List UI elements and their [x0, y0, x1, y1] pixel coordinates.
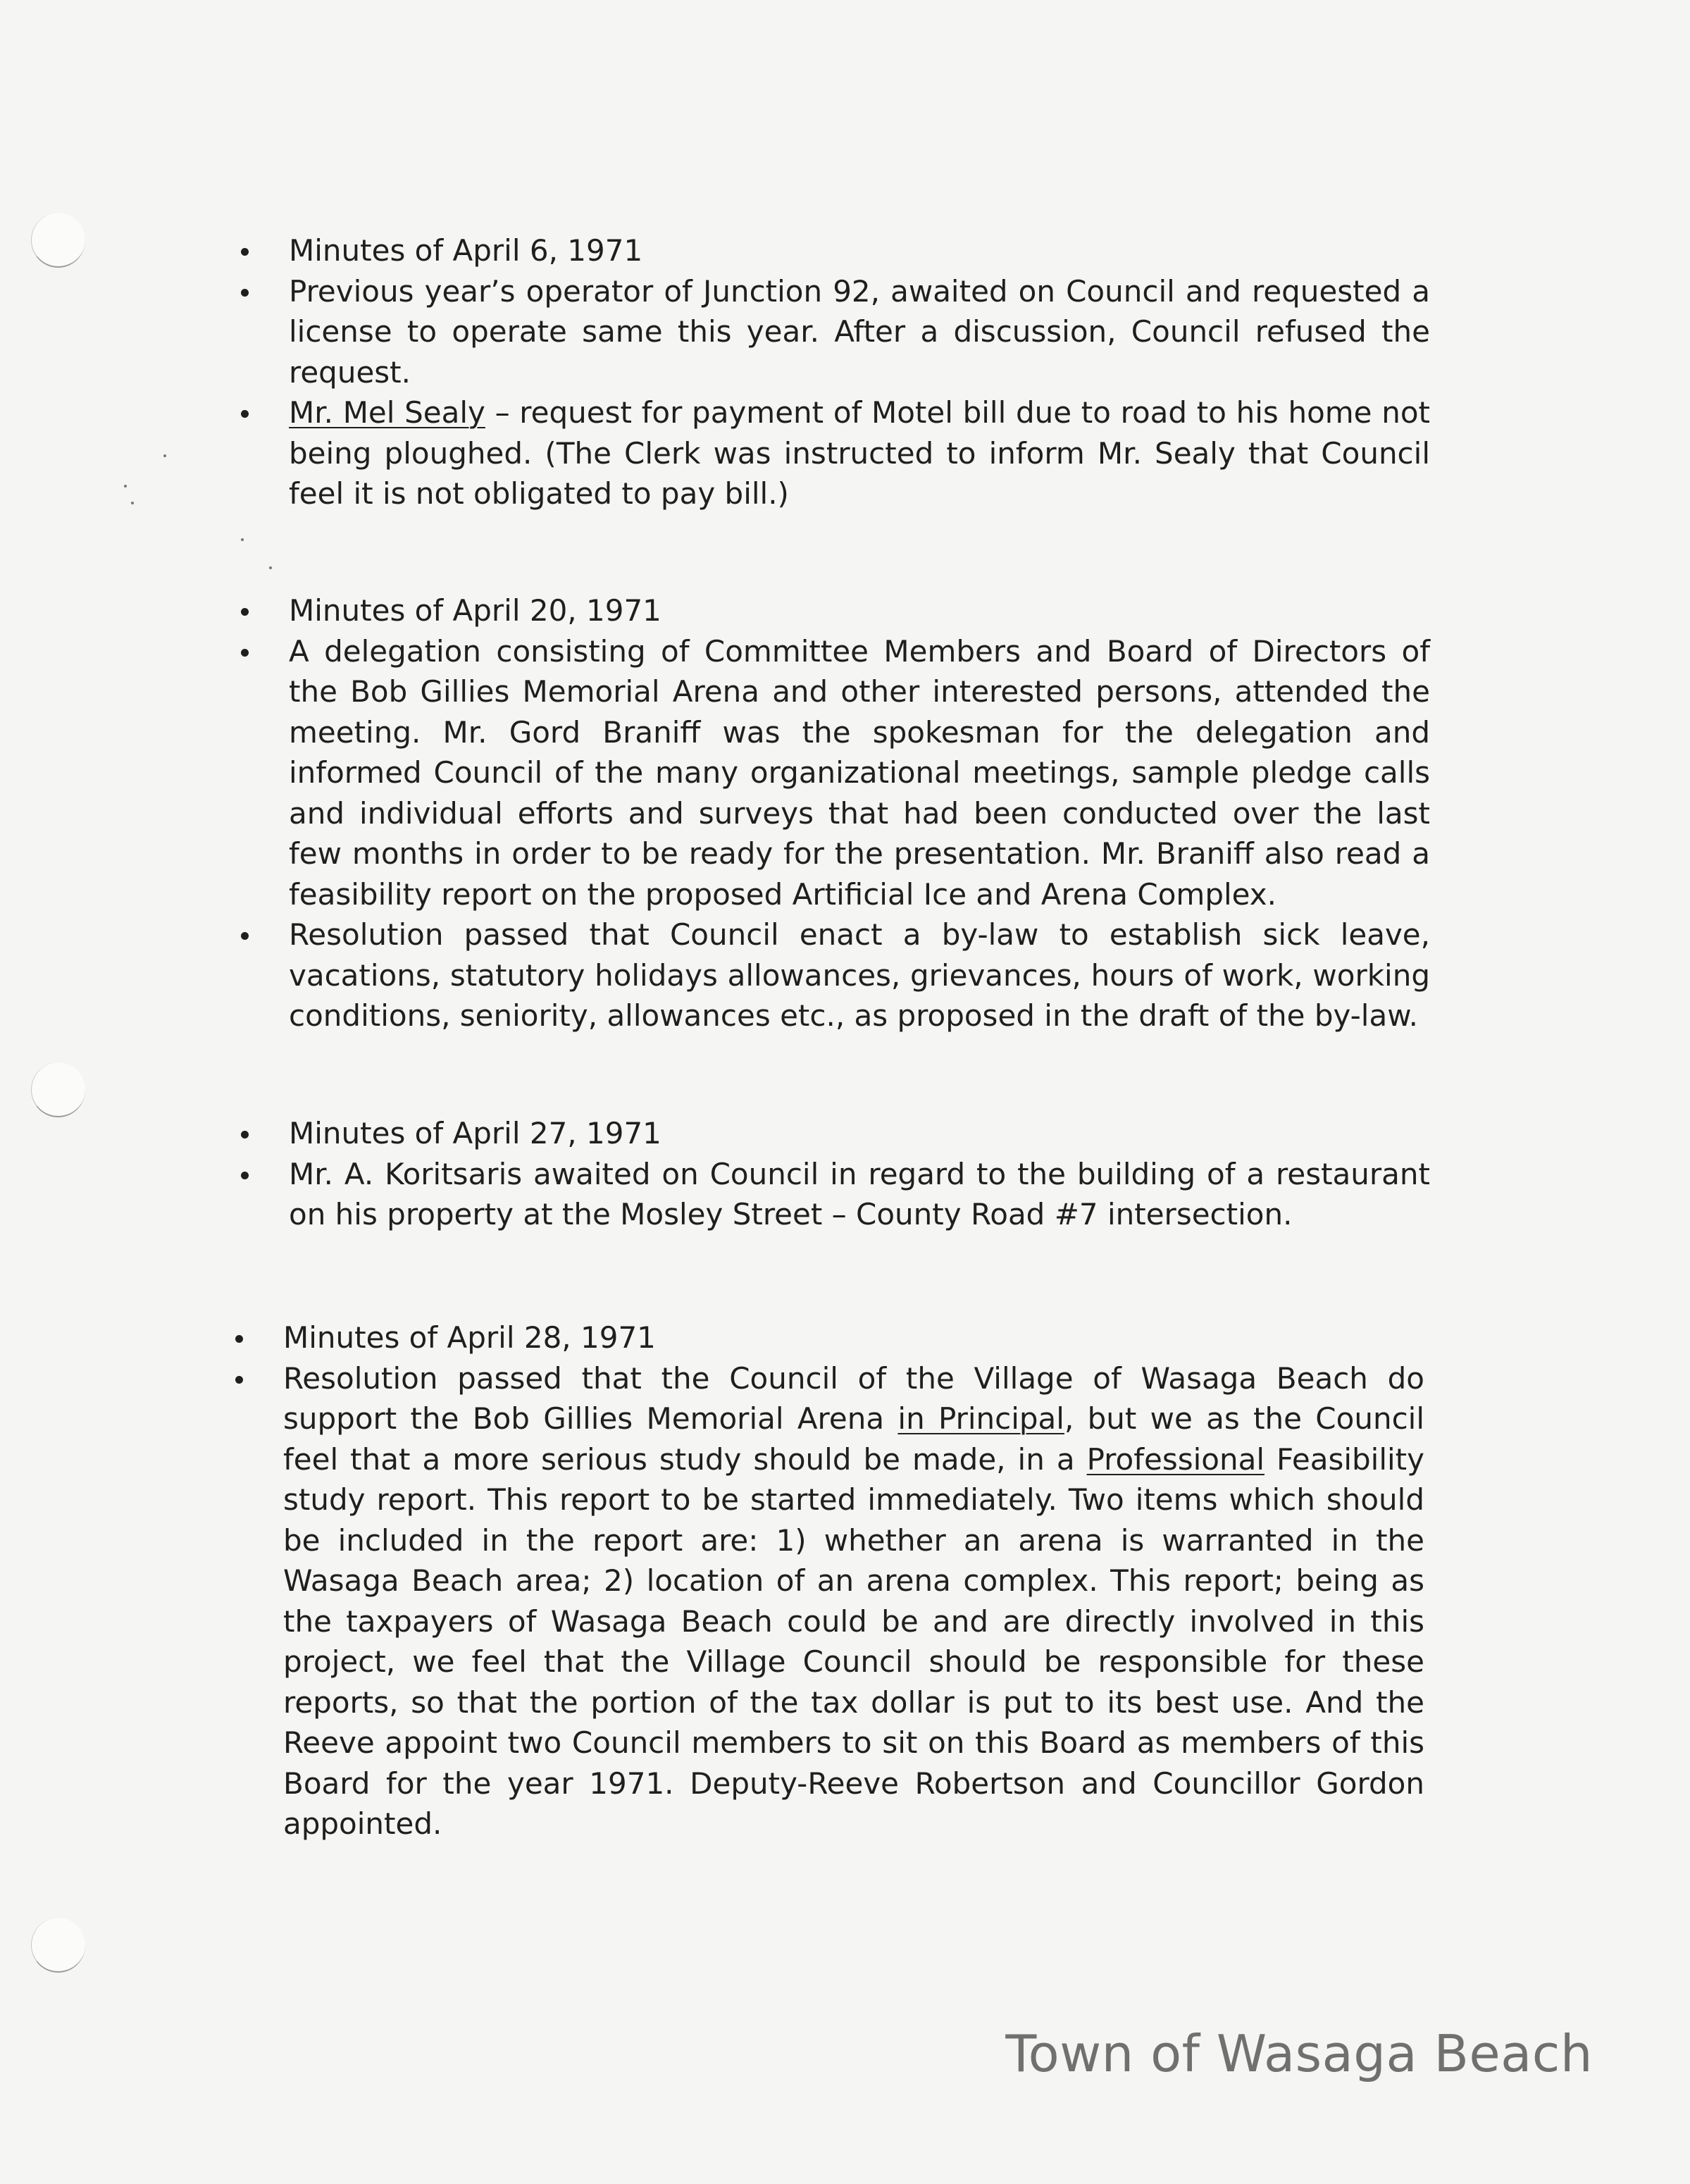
minutes-april-27	[232, 1113, 1430, 1235]
minutes-heading: Minutes of April 20, 1971	[232, 590, 1430, 631]
item-text: Resolution passed that the Council of the Village of Wasaga Beach do support the Bob Gillies Memorial Arena	[283, 1360, 1424, 1436]
minutes-april-20	[232, 590, 1430, 1036]
minutes-april-28	[227, 1317, 1424, 1844]
minutes-item: Previous year’s operator of Junction 92, awaited on Council and requested a license to operate same this year. After a discussion, Council refused the request.	[232, 271, 1430, 393]
punch-hole	[31, 1062, 85, 1117]
minutes-item: Mr. A. Koritsaris awaited on Council in regard to the building of a restaurant on his property at the Mosley Street – County Road #7 intersection.	[232, 1154, 1430, 1235]
scan-speck	[241, 538, 244, 541]
minutes-list	[227, 1317, 1424, 1844]
minutes-item	[227, 1358, 1424, 1844]
minutes-april-6	[232, 230, 1430, 514]
minutes-heading: Minutes of April 28, 1971	[227, 1317, 1424, 1358]
item-text: , but we as the Council feel that a more serious study should be made, in a	[283, 1401, 1424, 1477]
underlined-term: Professional	[1086, 1441, 1265, 1477]
minutes-item: Resolution passed that Council enact a by-law to establish sick leave, vacations, statutory holidays allowances, grievances, hours of work, working conditions, seniority, allowances etc., as proposed in the draft of the by-law.	[232, 914, 1430, 1036]
underlined-term: in Principal	[897, 1401, 1064, 1436]
scan-speck	[163, 454, 166, 457]
scan-speck	[124, 485, 127, 488]
watermark: Town of Wasaga Beach	[1005, 2024, 1593, 2083]
minutes-item	[232, 392, 1430, 514]
minutes-heading: Minutes of April 6, 1971	[232, 230, 1430, 271]
minutes-item: A delegation consisting of Committee Members and Board of Directors of the Bob Gillies Memorial Arena and other interested persons, attended the meeting. Mr. Gord Braniff was the spokesman for the delegation and informed Council of the many organizational meetings, sample pledge calls and individual efforts and surveys that had been conducted over the last few months in order to be ready for the presentation. Mr. Braniff also read a feasibility report on the proposed Artificial Ice and Arena Complex.	[232, 631, 1430, 915]
minutes-list	[232, 230, 1430, 514]
minutes-list	[232, 1113, 1430, 1235]
minutes-heading: Minutes of April 27, 1971	[232, 1113, 1430, 1154]
scan-speck	[269, 566, 272, 569]
punch-hole	[31, 1918, 85, 1973]
minutes-list	[232, 590, 1430, 1036]
item-text: Feasibility study report. This report to be started immediately. Two items which should be included in the report are: 1) whether an arena is warranted in the Wasaga Beach area; 2) location of an arena complex. This report; being as the taxpayers of Wasaga Beach could be and are directly involved in this project, we feel that the Village Council should be responsible for these reports, so that the portion of the tax dollar is put to its best use. And the Reeve appoint two Council members to sit on this Board as members of this Board for the year 1971. Deputy-Reeve Robertson and Councillor Gordon appointed.	[283, 1441, 1424, 1841]
item-text: – request for payment of Motel bill due to road to his home not being ploughed. (The Clerk was instructed to inform Mr. Sealy that Council feel it is not obligated to pay bill.)	[289, 395, 1430, 511]
punch-hole	[31, 213, 85, 268]
scan-speck	[131, 502, 134, 504]
underlined-name: Mr. Mel Sealy	[289, 395, 485, 430]
